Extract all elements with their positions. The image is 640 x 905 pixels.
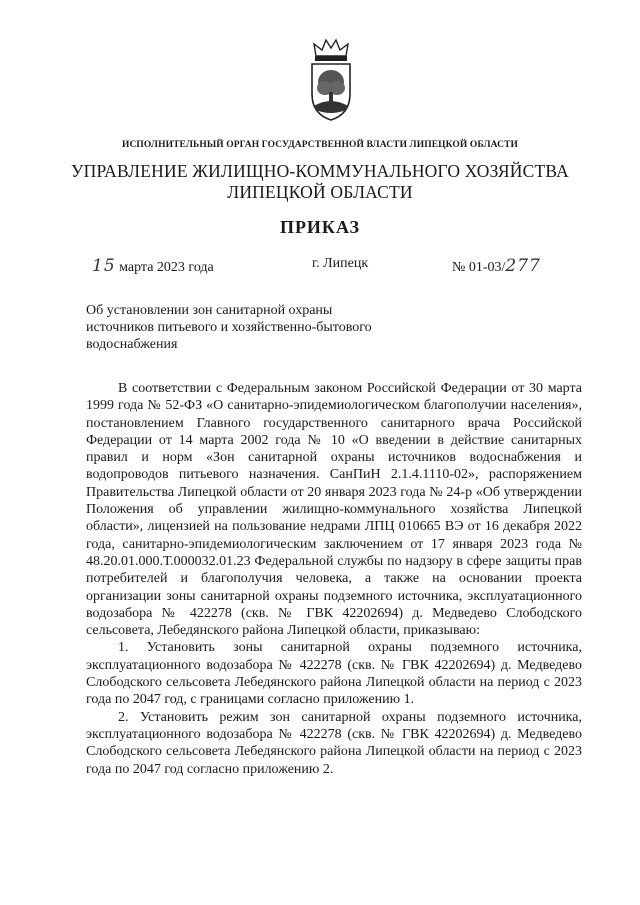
- number-prefix: № 01-03/: [452, 260, 506, 275]
- subject-line-3: водоснабжения: [86, 337, 178, 352]
- order-subject: [86, 302, 416, 353]
- order-item-1: 1. Установить зоны санитарной охраны подземного источника, эксплуатационного водозабора № 422278 (скв. № ГВК 42202694) д. Медведево Слободского сельсовета Лебедянского района Липецкой области на период с 2023 года по 2047 год, с границами согласно приложению 1.: [86, 640, 582, 708]
- order-city: г. Липецк: [312, 256, 369, 271]
- coat-of-arms-icon: [300, 36, 362, 122]
- preamble-paragraph: В соответствии с Федеральным законом Российской Федерации от 30 марта 1999 года № 52-ФЗ «О санитарно-эпидемиологическом благополучии населения», постановлением Главного государственного санитарного врача Российской Федерации от 14 марта 2002 года № 10 «О введении в действие санитарных правил и норм «Зон санитарной охраны источников водоснабжения и водопроводов питьевого назначения. СанПиН 2.1.4.1110-02», распоряжением Правительства Липецкой области от 20 января 2023 года № 24-р «Об утверждении Положения об управлении жилищно-коммунального хозяйства Липецкой области», лицензией на пользование недрами ЛПЦ 010665 ВЭ от 16 декабря 2022 года, санитарно-эпидемиологическим заключением от 17 января 2023 года № 48.20.01.000.Т.000032.01.23 Федеральной службы по надзору в сфере защиты прав потребителей и благополучия человека, а также на основании проекта организации зоны санитарной охраны подземного источника, эксплуатационного водозабора № 422278 (скв. № ГВК 42202694) д. Медведево Слободского сельсовета, Лебедянского района Липецкой области, приказываю:: [86, 381, 582, 639]
- subject-line-2: источников питьевого и хозяйственно-бытового: [86, 320, 372, 335]
- department-title: [0, 161, 640, 203]
- handwritten-day: 15: [92, 256, 116, 276]
- order-date: [92, 256, 214, 276]
- handwritten-number: 277: [505, 256, 541, 276]
- order-items-list: [86, 639, 582, 777]
- department-line-2: ЛИПЕЦКОЙ ОБЛАСТИ: [227, 182, 413, 202]
- document-type-title: ПРИКАЗ: [279, 217, 361, 237]
- issuing-authority-line: ИСПОЛНИТЕЛЬНЫЙ ОРГАН ГОСУДАРСТВЕННОЙ ВЛАСТИ ЛИПЕЦКОЙ ОБЛАСТИ: [121, 140, 519, 150]
- date-text: марта 2023 года: [119, 260, 214, 275]
- department-line-1: УПРАВЛЕНИЕ ЖИЛИЩНО-КОММУНАЛЬНОГО ХОЗЯЙСТВА: [71, 161, 569, 181]
- order-body: [86, 380, 582, 778]
- order-item-2: 2. Установить режим зон санитарной охраны подземного источника, эксплуатационного водозабора № 422278 (скв. № ГВК 42202694) д. Медведево Слободского сельсовета Лебедянского района Липецкой области на период с 2023 года по 2047 год согласно приложению 2.: [86, 709, 582, 777]
- order-number: [452, 256, 541, 276]
- subject-line-1: Об установлении зон санитарной охраны: [86, 303, 333, 318]
